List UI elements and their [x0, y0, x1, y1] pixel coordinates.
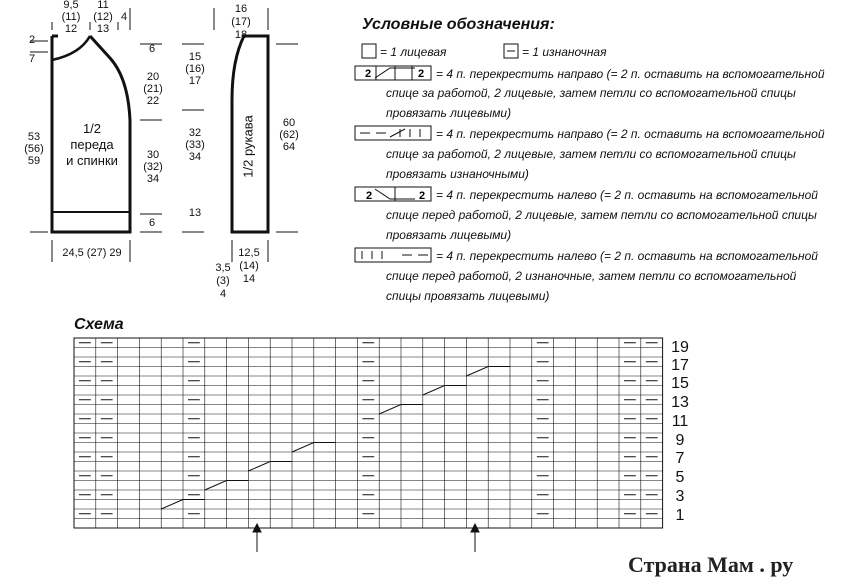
legend-purl: = 1 изнаночная	[522, 45, 607, 59]
sleeve-left-15: 15	[188, 51, 202, 63]
sleeve-top-a: 16	[234, 3, 248, 15]
body-name-2: переда	[70, 137, 114, 152]
row-label-19: 19	[671, 339, 689, 356]
row-label-11: 11	[671, 413, 689, 430]
sleeve-left-32: 32	[188, 127, 202, 139]
legend-sym-label-3: 2	[366, 190, 373, 202]
body-right-20: 20	[146, 71, 160, 83]
sleeve-top-b: (17)	[231, 16, 251, 28]
legend-knit: = 1 лицевая	[380, 45, 447, 59]
schema-grid	[74, 338, 663, 528]
body-top-left-b: (11)	[61, 11, 81, 23]
body-right-30: 30	[146, 149, 160, 161]
row-label-13: 13	[671, 394, 689, 411]
row-label-9: 9	[675, 432, 685, 449]
row-label-1: 1	[675, 507, 685, 524]
legend-c1-c: провязать лицевыми)	[386, 106, 512, 120]
sleeve-bottom-left-b: (3)	[216, 275, 230, 287]
body-right-22: 22	[146, 95, 160, 107]
body-name-1: 1/2	[82, 121, 102, 136]
body-left-53: 53	[27, 131, 41, 143]
body-top-mid-c: 13	[96, 23, 110, 35]
sleeve-left-34: 34	[188, 151, 202, 163]
row-label-17: 17	[671, 357, 689, 374]
body-right-32: (32)	[143, 161, 163, 173]
legend-c3-b: спице перед работой, 2 лицевые, затем петли со вспомогательной спицы	[386, 208, 817, 222]
sleeve-name: 1/2 рукава	[240, 115, 256, 178]
body-top-4: 4	[120, 11, 128, 23]
sleeve-bottom-a: 12,5	[238, 247, 260, 259]
sleeve-left-17: 17	[188, 75, 202, 87]
body-top-left-a: 9,5	[63, 0, 79, 11]
body-right-34: 34	[146, 173, 160, 185]
row-label-15: 15	[671, 375, 689, 392]
legend-c1-a: = 4 п. перекрестить направо (= 2 п. оставить на вспомогательной	[436, 67, 825, 81]
legend-sym-label-1b: 2	[418, 68, 425, 80]
legend-c3-a: = 4 п. перекрестить налево (= 2 п. оставить на вспомогательной	[436, 188, 818, 202]
site-watermark: Страна Мам . ру	[628, 552, 794, 577]
body-top-left-c: 12	[64, 23, 78, 35]
body-left-7: 7	[28, 53, 36, 65]
legend-c2-a: = 4 п. перекрестить направо (= 2 п. оставить на вспомогательной	[436, 127, 825, 141]
legend-c1-b: спице за работой, 2 лицевые, затем петли со вспомогательной спицы	[386, 86, 796, 100]
body-top-mid-b: (12)	[93, 11, 113, 23]
sleeve-bottom-left-c: 4	[219, 288, 227, 300]
sleeve-right-62: (62)	[279, 129, 299, 141]
sleeve-right-64: 64	[282, 141, 296, 153]
legend-sym-label-1: 2	[365, 68, 372, 80]
row-label-3: 3	[675, 488, 685, 505]
sleeve-bottom-left-a: 3,5	[215, 262, 231, 274]
sleeve-left-33: (33)	[185, 139, 205, 151]
legend-sym-label-3b: 2	[419, 190, 426, 202]
body-left-59: 59	[27, 155, 41, 167]
sleeve-bottom-b: (14)	[239, 260, 259, 272]
row-label-7: 7	[675, 450, 685, 467]
sleeve-top-c: 18	[234, 29, 248, 41]
legend-c2-b: спице за работой, 2 лицевые, затем петли со вспомогательной спицы	[386, 147, 796, 161]
legend-c4-b: спице перед работой, 2 изнаночные, затем петли со вспомогательной	[386, 269, 797, 283]
body-left-56: (56)	[24, 143, 44, 155]
legend-c4-c: спицы провязать лицевыми)	[386, 289, 550, 303]
body-right-6b: 6	[148, 217, 156, 229]
body-name-3: и спинки	[66, 153, 118, 168]
body-left-2: 2	[28, 34, 36, 46]
schema-title: Схема	[74, 316, 124, 333]
body-right-21: (21)	[143, 83, 163, 95]
body-top-mid-a: 11	[97, 0, 109, 11]
sleeve-right-60: 60	[282, 117, 296, 129]
legend-c4-a: = 4 п. перекрестить налево (= 2 п. оставить на вспомогательной	[436, 249, 818, 263]
sleeve-bottom-c: 14	[242, 273, 256, 285]
body-right-6a: 6	[148, 43, 156, 55]
row-label-5: 5	[675, 469, 685, 486]
body-bottom-width: 24,5 (27) 29	[62, 247, 122, 259]
sleeve-left-13: 13	[188, 207, 202, 219]
legend-title: Условные обозначения:	[362, 16, 555, 33]
legend-c2-c: провязать изнаночными)	[386, 167, 529, 181]
sleeve-left-16: (16)	[185, 63, 205, 75]
neckline-curve	[52, 36, 90, 60]
legend-c3-c: провязать лицевыми)	[386, 228, 512, 242]
